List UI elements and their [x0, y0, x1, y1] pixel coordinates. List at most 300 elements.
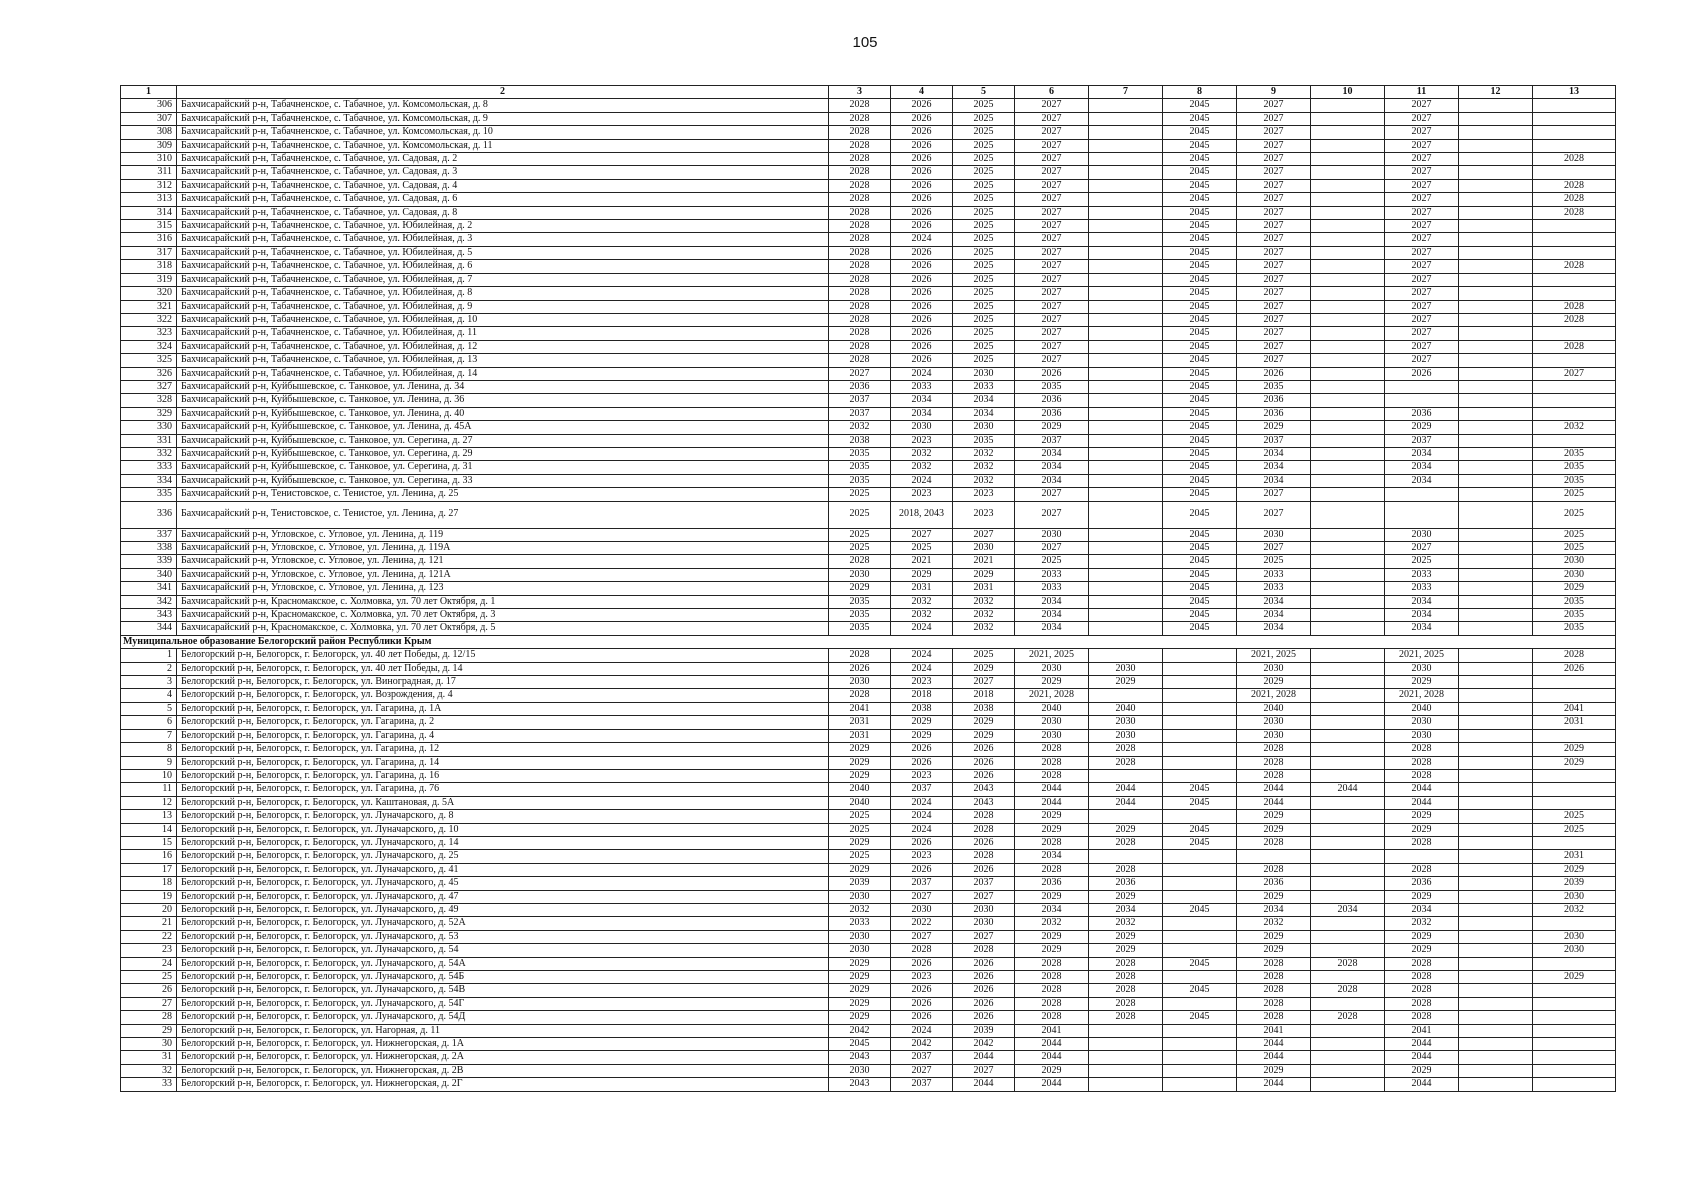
year-cell: 2027 — [1015, 99, 1089, 112]
address-cell: Бахчисарайский р-н, Куйбышевское, с. Танковое, ул. Ленина, д. 45А — [177, 421, 829, 434]
year-cell — [1459, 220, 1533, 233]
year-cell: 2026 — [891, 287, 953, 300]
year-cell: 2028 — [1237, 971, 1311, 984]
year-cell: 2035 — [829, 474, 891, 487]
table-row — [121, 676, 1616, 689]
table-row — [121, 112, 1616, 125]
row-number-cell: 2 — [121, 662, 177, 675]
year-cell: 2027 — [1237, 179, 1311, 192]
table-row — [121, 233, 1616, 246]
year-cell: 2027 — [1385, 233, 1459, 246]
year-cell — [1533, 126, 1616, 139]
year-cell: 2029 — [1089, 676, 1163, 689]
year-cell: 2034 — [1237, 609, 1311, 622]
year-cell — [1089, 354, 1163, 367]
row-number-cell: 335 — [121, 488, 177, 501]
year-cell: 2025 — [953, 153, 1015, 166]
year-cell — [1163, 756, 1237, 769]
year-cell — [1459, 1051, 1533, 1064]
row-number-cell: 338 — [121, 542, 177, 555]
year-cell: 2027 — [1385, 126, 1459, 139]
year-cell: 2030 — [1385, 729, 1459, 742]
year-cell: 2028 — [1089, 863, 1163, 876]
year-cell — [1163, 944, 1237, 957]
table-row — [121, 1038, 1616, 1051]
year-cell — [1089, 555, 1163, 568]
year-cell — [1311, 555, 1385, 568]
year-cell — [1089, 769, 1163, 782]
address-cell: Белогорский р-н, Белогорск, г. Белогорск, ул. Луначарского, д. 47 — [177, 890, 829, 903]
row-number-cell: 32 — [121, 1064, 177, 1077]
year-cell: 2032 — [953, 447, 1015, 460]
row-number-cell: 323 — [121, 327, 177, 340]
address-cell: Белогорский р-н, Белогорск, г. Белогорск, ул. Луначарского, д. 25 — [177, 850, 829, 863]
year-cell — [1459, 246, 1533, 259]
year-cell: 2025 — [1533, 542, 1616, 555]
year-cell: 2028 — [1015, 984, 1089, 997]
year-cell: 2045 — [1163, 193, 1237, 206]
year-cell: 2036 — [1237, 394, 1311, 407]
capital-repair-schedule-table — [120, 85, 1616, 1092]
year-cell: 2040 — [1015, 702, 1089, 715]
year-cell: 2045 — [1163, 434, 1237, 447]
year-cell: 2029 — [1015, 421, 1089, 434]
year-cell: 2028 — [829, 206, 891, 219]
column-header: 9 — [1237, 86, 1311, 99]
year-cell: 2028 — [1015, 756, 1089, 769]
row-number-cell: 332 — [121, 447, 177, 460]
year-cell: 2030 — [891, 903, 953, 916]
year-cell — [1089, 542, 1163, 555]
year-cell: 2030 — [1237, 729, 1311, 742]
year-cell: 2035 — [1533, 622, 1616, 635]
year-cell — [1385, 501, 1459, 528]
year-cell: 2018 — [953, 689, 1015, 702]
year-cell — [1533, 1024, 1616, 1037]
year-cell — [1459, 984, 1533, 997]
year-cell: 2044 — [1089, 783, 1163, 796]
year-cell: 2040 — [829, 783, 891, 796]
year-cell: 2025 — [953, 327, 1015, 340]
address-cell: Белогорский р-н, Белогорск, г. Белогорск, ул. Луначарского, д. 54Б — [177, 971, 829, 984]
table-row — [121, 206, 1616, 219]
row-number-cell: 33 — [121, 1078, 177, 1091]
year-cell: 2027 — [1237, 273, 1311, 286]
table-header-row — [121, 86, 1616, 99]
year-cell: 2025 — [953, 340, 1015, 353]
address-cell: Белогорский р-н, Белогорск, г. Белогорск, ул. Нагорная, д. 11 — [177, 1024, 829, 1037]
year-cell: 2026 — [891, 997, 953, 1010]
row-number-cell: 30 — [121, 1038, 177, 1051]
year-cell — [1533, 917, 1616, 930]
year-cell — [1459, 287, 1533, 300]
year-cell: 2028 — [1237, 836, 1311, 849]
address-cell: Белогорский р-н, Белогорск, г. Белогорск, ул. 40 лет Победы, д. 12/15 — [177, 649, 829, 662]
year-cell: 2028 — [829, 179, 891, 192]
row-number-cell: 310 — [121, 153, 177, 166]
row-number-cell: 334 — [121, 474, 177, 487]
year-cell: 2028 — [829, 313, 891, 326]
year-cell: 2029 — [1015, 1064, 1089, 1077]
table-row — [121, 407, 1616, 420]
year-cell — [1311, 810, 1385, 823]
year-cell: 2024 — [891, 622, 953, 635]
row-number-cell: 326 — [121, 367, 177, 380]
year-cell: 2029 — [1385, 823, 1459, 836]
row-number-cell: 308 — [121, 126, 177, 139]
year-cell: 2027 — [1237, 340, 1311, 353]
year-cell: 2045 — [1163, 595, 1237, 608]
year-cell: 2027 — [1015, 273, 1089, 286]
year-cell: 2026 — [891, 836, 953, 849]
year-cell: 2027 — [953, 676, 1015, 689]
year-cell: 2027 — [953, 930, 1015, 943]
year-cell: 2028 — [1533, 179, 1616, 192]
table-row — [121, 1078, 1616, 1091]
year-cell: 2045 — [1163, 394, 1237, 407]
address-cell: Бахчисарайский р-н, Табачненское, с. Табачное, ул. Комсомольская, д. 10 — [177, 126, 829, 139]
year-cell: 2025 — [953, 246, 1015, 259]
column-header: 10 — [1311, 86, 1385, 99]
year-cell: 2038 — [891, 702, 953, 715]
year-cell — [1163, 662, 1237, 675]
year-cell: 2033 — [891, 380, 953, 393]
year-cell — [1459, 997, 1533, 1010]
year-cell: 2032 — [1237, 917, 1311, 930]
year-cell: 2027 — [1385, 220, 1459, 233]
year-cell — [1311, 542, 1385, 555]
year-cell — [1533, 112, 1616, 125]
row-number-cell: 312 — [121, 179, 177, 192]
year-cell: 2034 — [1237, 461, 1311, 474]
row-number-cell: 342 — [121, 595, 177, 608]
address-cell: Белогорский р-н, Белогорск, г. Белогорск, ул. Возрождения, д. 4 — [177, 689, 829, 702]
year-cell: 2028 — [1533, 260, 1616, 273]
year-cell — [1459, 863, 1533, 876]
year-cell: 2034 — [1015, 850, 1089, 863]
year-cell: 2029 — [829, 582, 891, 595]
year-cell: 2035 — [1533, 474, 1616, 487]
year-cell — [1089, 380, 1163, 393]
year-cell: 2036 — [1385, 407, 1459, 420]
year-cell: 2028 — [1311, 1011, 1385, 1024]
year-cell: 2028 — [1385, 997, 1459, 1010]
year-cell: 2027 — [1385, 153, 1459, 166]
row-number-cell: 325 — [121, 354, 177, 367]
year-cell: 2030 — [829, 676, 891, 689]
year-cell: 2036 — [829, 380, 891, 393]
year-cell — [1311, 273, 1385, 286]
year-cell: 2045 — [1163, 421, 1237, 434]
year-cell: 2025 — [953, 179, 1015, 192]
row-number-cell: 28 — [121, 1011, 177, 1024]
year-cell — [1163, 877, 1237, 890]
table-row — [121, 340, 1616, 353]
year-cell: 2027 — [1237, 233, 1311, 246]
year-cell: 2026 — [953, 863, 1015, 876]
address-cell: Белогорский р-н, Белогорск, г. Белогорск, ул. Луначарского, д. 54А — [177, 957, 829, 970]
year-cell: 2026 — [891, 112, 953, 125]
table-row — [121, 300, 1616, 313]
year-cell — [1533, 327, 1616, 340]
year-cell: 2030 — [1237, 716, 1311, 729]
year-cell — [1311, 313, 1385, 326]
year-cell: 2035 — [1533, 461, 1616, 474]
year-cell — [1089, 488, 1163, 501]
column-header: 3 — [829, 86, 891, 99]
year-cell — [1311, 434, 1385, 447]
year-cell: 2028 — [1089, 957, 1163, 970]
year-cell — [1385, 394, 1459, 407]
address-cell: Бахчисарайский р-н, Табачненское, с. Табачное, ул. Комсомольская, д. 9 — [177, 112, 829, 125]
year-cell: 2028 — [1385, 756, 1459, 769]
year-cell: 2027 — [1237, 327, 1311, 340]
year-cell: 2029 — [1385, 676, 1459, 689]
year-cell: 2029 — [891, 716, 953, 729]
year-cell — [1311, 769, 1385, 782]
year-cell: 2045 — [1163, 461, 1237, 474]
year-cell: 2026 — [891, 984, 953, 997]
year-cell: 2044 — [1385, 783, 1459, 796]
year-cell — [1311, 836, 1385, 849]
year-cell: 2034 — [1015, 461, 1089, 474]
year-cell: 2026 — [1385, 367, 1459, 380]
column-header: 4 — [891, 86, 953, 99]
year-cell: 2025 — [953, 112, 1015, 125]
year-cell: 2027 — [1015, 193, 1089, 206]
year-cell — [1459, 769, 1533, 782]
year-cell: 2028 — [1237, 863, 1311, 876]
year-cell: 2045 — [1163, 542, 1237, 555]
address-cell: Белогорский р-н, Белогорск, г. Белогорск, ул. Луначарского, д. 10 — [177, 823, 829, 836]
address-cell: Бахчисарайский р-н, Табачненское, с. Табачное, ул. Садовая, д. 6 — [177, 193, 829, 206]
year-cell: 2025 — [1533, 823, 1616, 836]
address-cell: Бахчисарайский р-н, Куйбышевское, с. Танковое, ул. Серегина, д. 33 — [177, 474, 829, 487]
address-cell: Бахчисарайский р-н, Угловское, с. Угловое, ул. Ленина, д. 121А — [177, 568, 829, 581]
address-cell: Белогорский р-н, Белогорск, г. Белогорск, ул. Луначарского, д. 52А — [177, 917, 829, 930]
table-row — [121, 461, 1616, 474]
year-cell — [1459, 890, 1533, 903]
table-row — [121, 863, 1616, 876]
year-cell: 2023 — [891, 971, 953, 984]
year-cell: 2021, 2025 — [1015, 649, 1089, 662]
year-cell — [1459, 836, 1533, 849]
year-cell: 2027 — [1015, 340, 1089, 353]
row-number-cell: 330 — [121, 421, 177, 434]
year-cell — [1533, 836, 1616, 849]
year-cell: 2029 — [1237, 1064, 1311, 1077]
year-cell: 2028 — [829, 139, 891, 152]
year-cell: 2028 — [829, 340, 891, 353]
table-row — [121, 810, 1616, 823]
year-cell: 2045 — [829, 1038, 891, 1051]
year-cell: 2025 — [829, 488, 891, 501]
year-cell: 2025 — [829, 528, 891, 541]
year-cell: 2038 — [829, 434, 891, 447]
year-cell — [1459, 689, 1533, 702]
year-cell: 2034 — [1015, 622, 1089, 635]
year-cell: 2034 — [1385, 609, 1459, 622]
year-cell: 2034 — [1385, 595, 1459, 608]
year-cell: 2025 — [953, 287, 1015, 300]
year-cell: 2043 — [953, 783, 1015, 796]
row-number-cell: 22 — [121, 930, 177, 943]
table-row — [121, 166, 1616, 179]
year-cell: 2045 — [1163, 380, 1237, 393]
year-cell: 2039 — [1533, 877, 1616, 890]
year-cell: 2045 — [1163, 112, 1237, 125]
year-cell — [1311, 1038, 1385, 1051]
address-cell: Белогорский р-н, Белогорск, г. Белогорск, ул. Гагарина, д. 12 — [177, 743, 829, 756]
year-cell — [1311, 99, 1385, 112]
year-cell — [1089, 273, 1163, 286]
year-cell: 2027 — [1015, 139, 1089, 152]
year-cell: 2021, 2028 — [1015, 689, 1089, 702]
year-cell: 2035 — [829, 461, 891, 474]
address-cell: Белогорский р-н, Белогорск, г. Белогорск, ул. Виноградная, д. 17 — [177, 676, 829, 689]
year-cell — [1311, 702, 1385, 715]
table-row — [121, 1051, 1616, 1064]
year-cell: 2027 — [1015, 233, 1089, 246]
year-cell: 2045 — [1163, 447, 1237, 460]
year-cell: 2029 — [829, 984, 891, 997]
address-cell: Бахчисарайский р-н, Красномакское, с. Холмовка, ул. 70 лет Октября, д. 3 — [177, 609, 829, 622]
year-cell — [1089, 220, 1163, 233]
year-cell: 2027 — [1237, 354, 1311, 367]
row-number-cell: 25 — [121, 971, 177, 984]
year-cell: 2040 — [1385, 702, 1459, 715]
year-cell: 2028 — [829, 233, 891, 246]
year-cell: 2027 — [1237, 153, 1311, 166]
row-number-cell: 3 — [121, 676, 177, 689]
year-cell — [1459, 971, 1533, 984]
year-cell: 2045 — [1163, 153, 1237, 166]
year-cell: 2025 — [953, 139, 1015, 152]
year-cell: 2028 — [953, 810, 1015, 823]
year-cell: 2030 — [1015, 528, 1089, 541]
year-cell: 2028 — [829, 260, 891, 273]
year-cell: 2025 — [891, 542, 953, 555]
year-cell: 2026 — [891, 313, 953, 326]
address-cell: Бахчисарайский р-н, Табачненское, с. Табачное, ул. Юбилейная, д. 7 — [177, 273, 829, 286]
year-cell: 2028 — [829, 193, 891, 206]
year-cell: 2028 — [1237, 1011, 1311, 1024]
year-cell — [1311, 380, 1385, 393]
year-cell: 2030 — [829, 930, 891, 943]
row-number-cell: 343 — [121, 609, 177, 622]
year-cell — [1163, 689, 1237, 702]
year-cell: 2045 — [1163, 903, 1237, 916]
year-cell: 2029 — [891, 729, 953, 742]
year-cell — [1459, 1064, 1533, 1077]
year-cell — [1089, 689, 1163, 702]
row-number-cell: 20 — [121, 903, 177, 916]
year-cell — [1089, 407, 1163, 420]
address-cell: Бахчисарайский р-н, Табачненское, с. Табачное, ул. Комсомольская, д. 8 — [177, 99, 829, 112]
year-cell: 2034 — [1015, 903, 1089, 916]
row-number-cell: 327 — [121, 380, 177, 393]
year-cell: 2029 — [1533, 756, 1616, 769]
address-cell: Бахчисарайский р-н, Табачненское, с. Табачное, ул. Юбилейная, д. 14 — [177, 367, 829, 380]
year-cell: 2045 — [1163, 474, 1237, 487]
year-cell: 2029 — [1385, 890, 1459, 903]
year-cell: 2027 — [1385, 206, 1459, 219]
year-cell — [1311, 300, 1385, 313]
year-cell: 2038 — [953, 702, 1015, 715]
year-cell: 2034 — [1237, 622, 1311, 635]
row-number-cell: 320 — [121, 287, 177, 300]
year-cell: 2024 — [891, 474, 953, 487]
row-number-cell: 318 — [121, 260, 177, 273]
year-cell — [1533, 394, 1616, 407]
address-cell: Бахчисарайский р-н, Табачненское, с. Табачное, ул. Юбилейная, д. 10 — [177, 313, 829, 326]
year-cell: 2025 — [953, 300, 1015, 313]
year-cell: 2044 — [1237, 1051, 1311, 1064]
address-cell: Белогорский р-н, Белогорск, г. Белогорск, ул. 40 лет Победы, д. 14 — [177, 662, 829, 675]
year-cell: 2028 — [1015, 957, 1089, 970]
table-row — [121, 394, 1616, 407]
year-cell: 2037 — [1385, 434, 1459, 447]
year-cell — [1533, 139, 1616, 152]
year-cell: 2045 — [1163, 126, 1237, 139]
year-cell: 2028 — [829, 287, 891, 300]
year-cell: 2034 — [1237, 447, 1311, 460]
year-cell — [1311, 233, 1385, 246]
table-row — [121, 971, 1616, 984]
year-cell: 2025 — [829, 850, 891, 863]
year-cell: 2032 — [1533, 903, 1616, 916]
year-cell: 2029 — [829, 971, 891, 984]
year-cell: 2028 — [1015, 997, 1089, 1010]
year-cell — [1311, 447, 1385, 460]
address-cell: Белогорский р-н, Белогорск, г. Белогорск, ул. Луначарского, д. 54Г — [177, 997, 829, 1010]
year-cell: 2037 — [1237, 434, 1311, 447]
year-cell — [1089, 313, 1163, 326]
year-cell: 2033 — [1385, 568, 1459, 581]
year-cell: 2029 — [829, 756, 891, 769]
address-cell: Белогорский р-н, Белогорск, г. Белогорск, ул. Каштановая, д. 5А — [177, 796, 829, 809]
year-cell: 2026 — [1015, 367, 1089, 380]
year-cell: 2027 — [1385, 179, 1459, 192]
year-cell: 2042 — [829, 1024, 891, 1037]
table-row — [121, 729, 1616, 742]
year-cell — [1163, 1038, 1237, 1051]
row-number-cell: 18 — [121, 877, 177, 890]
year-cell — [1311, 153, 1385, 166]
year-cell: 2028 — [829, 112, 891, 125]
year-cell — [1533, 354, 1616, 367]
year-cell: 2026 — [1237, 367, 1311, 380]
year-cell: 2045 — [1163, 555, 1237, 568]
year-cell: 2029 — [1533, 582, 1616, 595]
year-cell: 2030 — [1533, 944, 1616, 957]
year-cell: 2030 — [829, 1064, 891, 1077]
year-cell: 2028 — [1237, 957, 1311, 970]
year-cell: 2024 — [891, 662, 953, 675]
year-cell: 2034 — [1237, 903, 1311, 916]
year-cell — [1089, 474, 1163, 487]
address-cell: Бахчисарайский р-н, Табачненское, с. Табачное, ул. Садовая, д. 3 — [177, 166, 829, 179]
year-cell — [1311, 689, 1385, 702]
year-cell: 2027 — [1015, 206, 1089, 219]
year-cell — [1533, 676, 1616, 689]
year-cell — [1459, 99, 1533, 112]
year-cell: 2028 — [1533, 300, 1616, 313]
year-cell: 2045 — [1163, 609, 1237, 622]
row-number-cell: 315 — [121, 220, 177, 233]
table-row — [121, 474, 1616, 487]
year-cell: 2030 — [1385, 662, 1459, 675]
